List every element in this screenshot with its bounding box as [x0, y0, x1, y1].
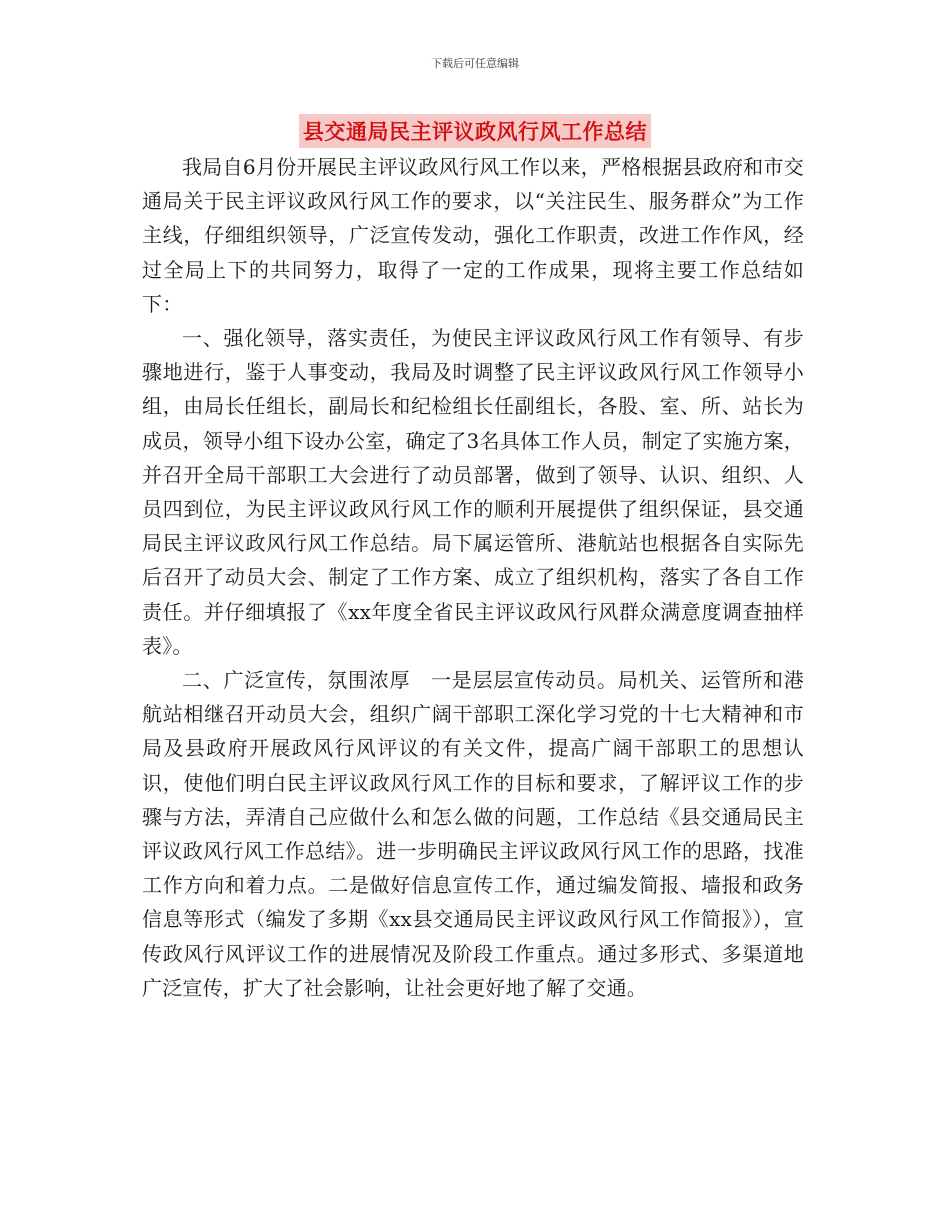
title-container: [0, 114, 950, 148]
header-note: 下载后可任意编辑: [431, 57, 519, 70]
paragraph-intro: 我局自6月份开展民主评议政风行风工作以来，严格根据县政府和市交通局关于民主评议政风行风工作的要求，以“关注民生、服务群众”为工作主线，仔细组织领导，广泛宣传发动，强化工作职责，改进工作作风，经过全局上下的共同努力，取得了一定的工作成果，现将主要工作总结如下：: [142, 155, 804, 316]
document-title: 县交通局民主评议政风行风工作总结: [299, 114, 651, 148]
paragraph-section-1: 一、强化领导，落实责任，为使民主评议政风行风工作有领导、有步骤地进行，鉴于人事变动，我局及时调整了民主评议政风行风工作领导小组，由局长任组长，副局长和纪检组长任副组长，各股、室、所、站长为成员，领导小组下设办公室，确定了3名具体工作人员，制定了实施方案，并召开全局干部职工大会进行了动员部署，做到了领导、认识、组织、人员四到位，为民主评议政风行风工作的顺利开展提供了组织保证，县交通局民主评议政风行风工作总结。局下属运管所、港航站也根据各自实际先后召开了动员大会、制定了工作方案、成立了组织机构，落实了各自工作责任。并仔细填报了《xx年度全省民主评议政风行风群众满意度调查抽样表》。: [142, 326, 804, 658]
paragraph-section-2: 二、广泛宣传，氛围浓厚 一是层层宣传动员。局机关、运管所和港航站相继召开动员大会，组织广阔干部职工深化学习党的十七大精神和市局及县政府开展政风行风评议的有关文件，提高广阔干部职工的思想认识，使他们明白民主评议政风行风工作的目标和要求，了解评议工作的步骤与方法，弄清自己应做什么和怎么做的问题，工作总结《县交通局民主评议政风行风工作总结》。进一步明确民主评议政风行风工作的思路，找准工作方向和着力点。二是做好信息宣传工作，通过编发简报、墙报和政务信息等形式（编发了多期《xx县交通局民主评议政风行风工作简报》），宣传政风行风评议工作的进展情况及阶段工作重点。通过多形式、多渠道地广泛宣传，扩大了社会影响，让社会更好地了解了交通。: [142, 668, 804, 1000]
document-body: [142, 150, 804, 1005]
